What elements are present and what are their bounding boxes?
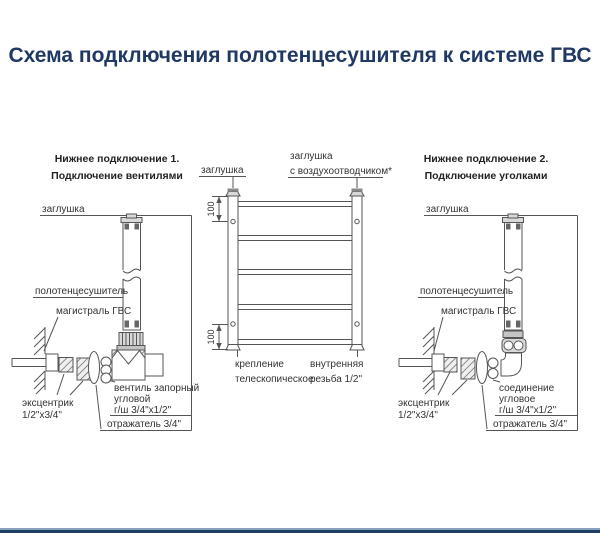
right-label-union-line2: угловое	[499, 394, 536, 405]
footer-accent-bar	[0, 528, 600, 533]
right-hws-supply-pipe	[399, 354, 444, 371]
middle-dimension-top	[206, 196, 228, 222]
middle-label-thread-line1: внутренняя	[310, 359, 364, 370]
left-label-valve-line3: г/ш 3/4"x1/2"	[114, 405, 172, 416]
right-heading-line2: Подключение уголками	[424, 170, 548, 182]
left-angle-valve	[101, 333, 163, 384]
middle-label-bracket-line1: крепление	[235, 359, 284, 370]
left-heading-line1: Нижнее подключение 1.	[54, 153, 180, 165]
right-label-eccentric-line2: 1/2"x3/4"	[398, 410, 438, 421]
left-reflector	[89, 352, 100, 384]
middle-dim-bottom-value: 100	[206, 329, 216, 345]
left-label-valve-line1: вентиль запорный	[114, 383, 200, 394]
left-hws-supply-pipe	[12, 354, 58, 371]
left-label-eccentric-line1: эксцентрик	[22, 398, 74, 409]
right-reflector	[477, 352, 488, 384]
left-wall	[34, 327, 45, 394]
left-label-reflector: отражатель 3/4"	[107, 419, 182, 430]
right-label-hws-main: магистраль ГВС	[441, 306, 517, 317]
left-label-eccentric-line2: 1/2"x3/4"	[22, 410, 62, 421]
left-label-valve-line2: угловой	[114, 394, 151, 405]
right-angle-union	[488, 331, 526, 379]
left-label-plug: заглушка	[42, 204, 85, 215]
middle-dim-top-value: 100	[206, 201, 216, 217]
middle-label-plug-right-line1: заглушка	[290, 151, 333, 162]
right-diagram	[398, 153, 578, 431]
page-title: Схема подключения полотенцесушителя к системе ГВС	[8, 44, 592, 67]
left-label-hws-main: магистраль ГВС	[56, 306, 132, 317]
middle-diagram	[199, 151, 392, 385]
right-label-reflector: отражатель 3/4"	[493, 419, 568, 430]
middle-label-thread-line2: резьба 1/2"	[310, 374, 362, 385]
right-label-union-line3: г/ш 3/4"x1/2"	[499, 405, 557, 416]
middle-label-bracket-line2: телескопическое	[235, 374, 314, 385]
middle-dimension-bottom	[206, 324, 228, 350]
left-diagram	[12, 153, 199, 431]
left-eccentric	[59, 358, 91, 381]
right-label-plug: заглушка	[426, 204, 469, 215]
middle-label-plug-left: заглушка	[201, 165, 244, 176]
left-label-towel-rail: полотенцесушитель	[35, 286, 129, 297]
right-label-union-line1: соединение	[499, 383, 555, 394]
right-heading-line1: Нижнее подключение 2.	[423, 153, 549, 165]
left-heading-line2: Подключение вентилями	[51, 170, 183, 182]
right-eccentric	[444, 358, 475, 380]
right-label-towel-rail: полотенцесушитель	[420, 286, 514, 297]
middle-label-plug-right-line2: с воздухоотводчиком*	[290, 166, 392, 177]
middle-rail-rungs	[238, 202, 352, 345]
right-label-eccentric-line1: эксцентрик	[398, 398, 450, 409]
